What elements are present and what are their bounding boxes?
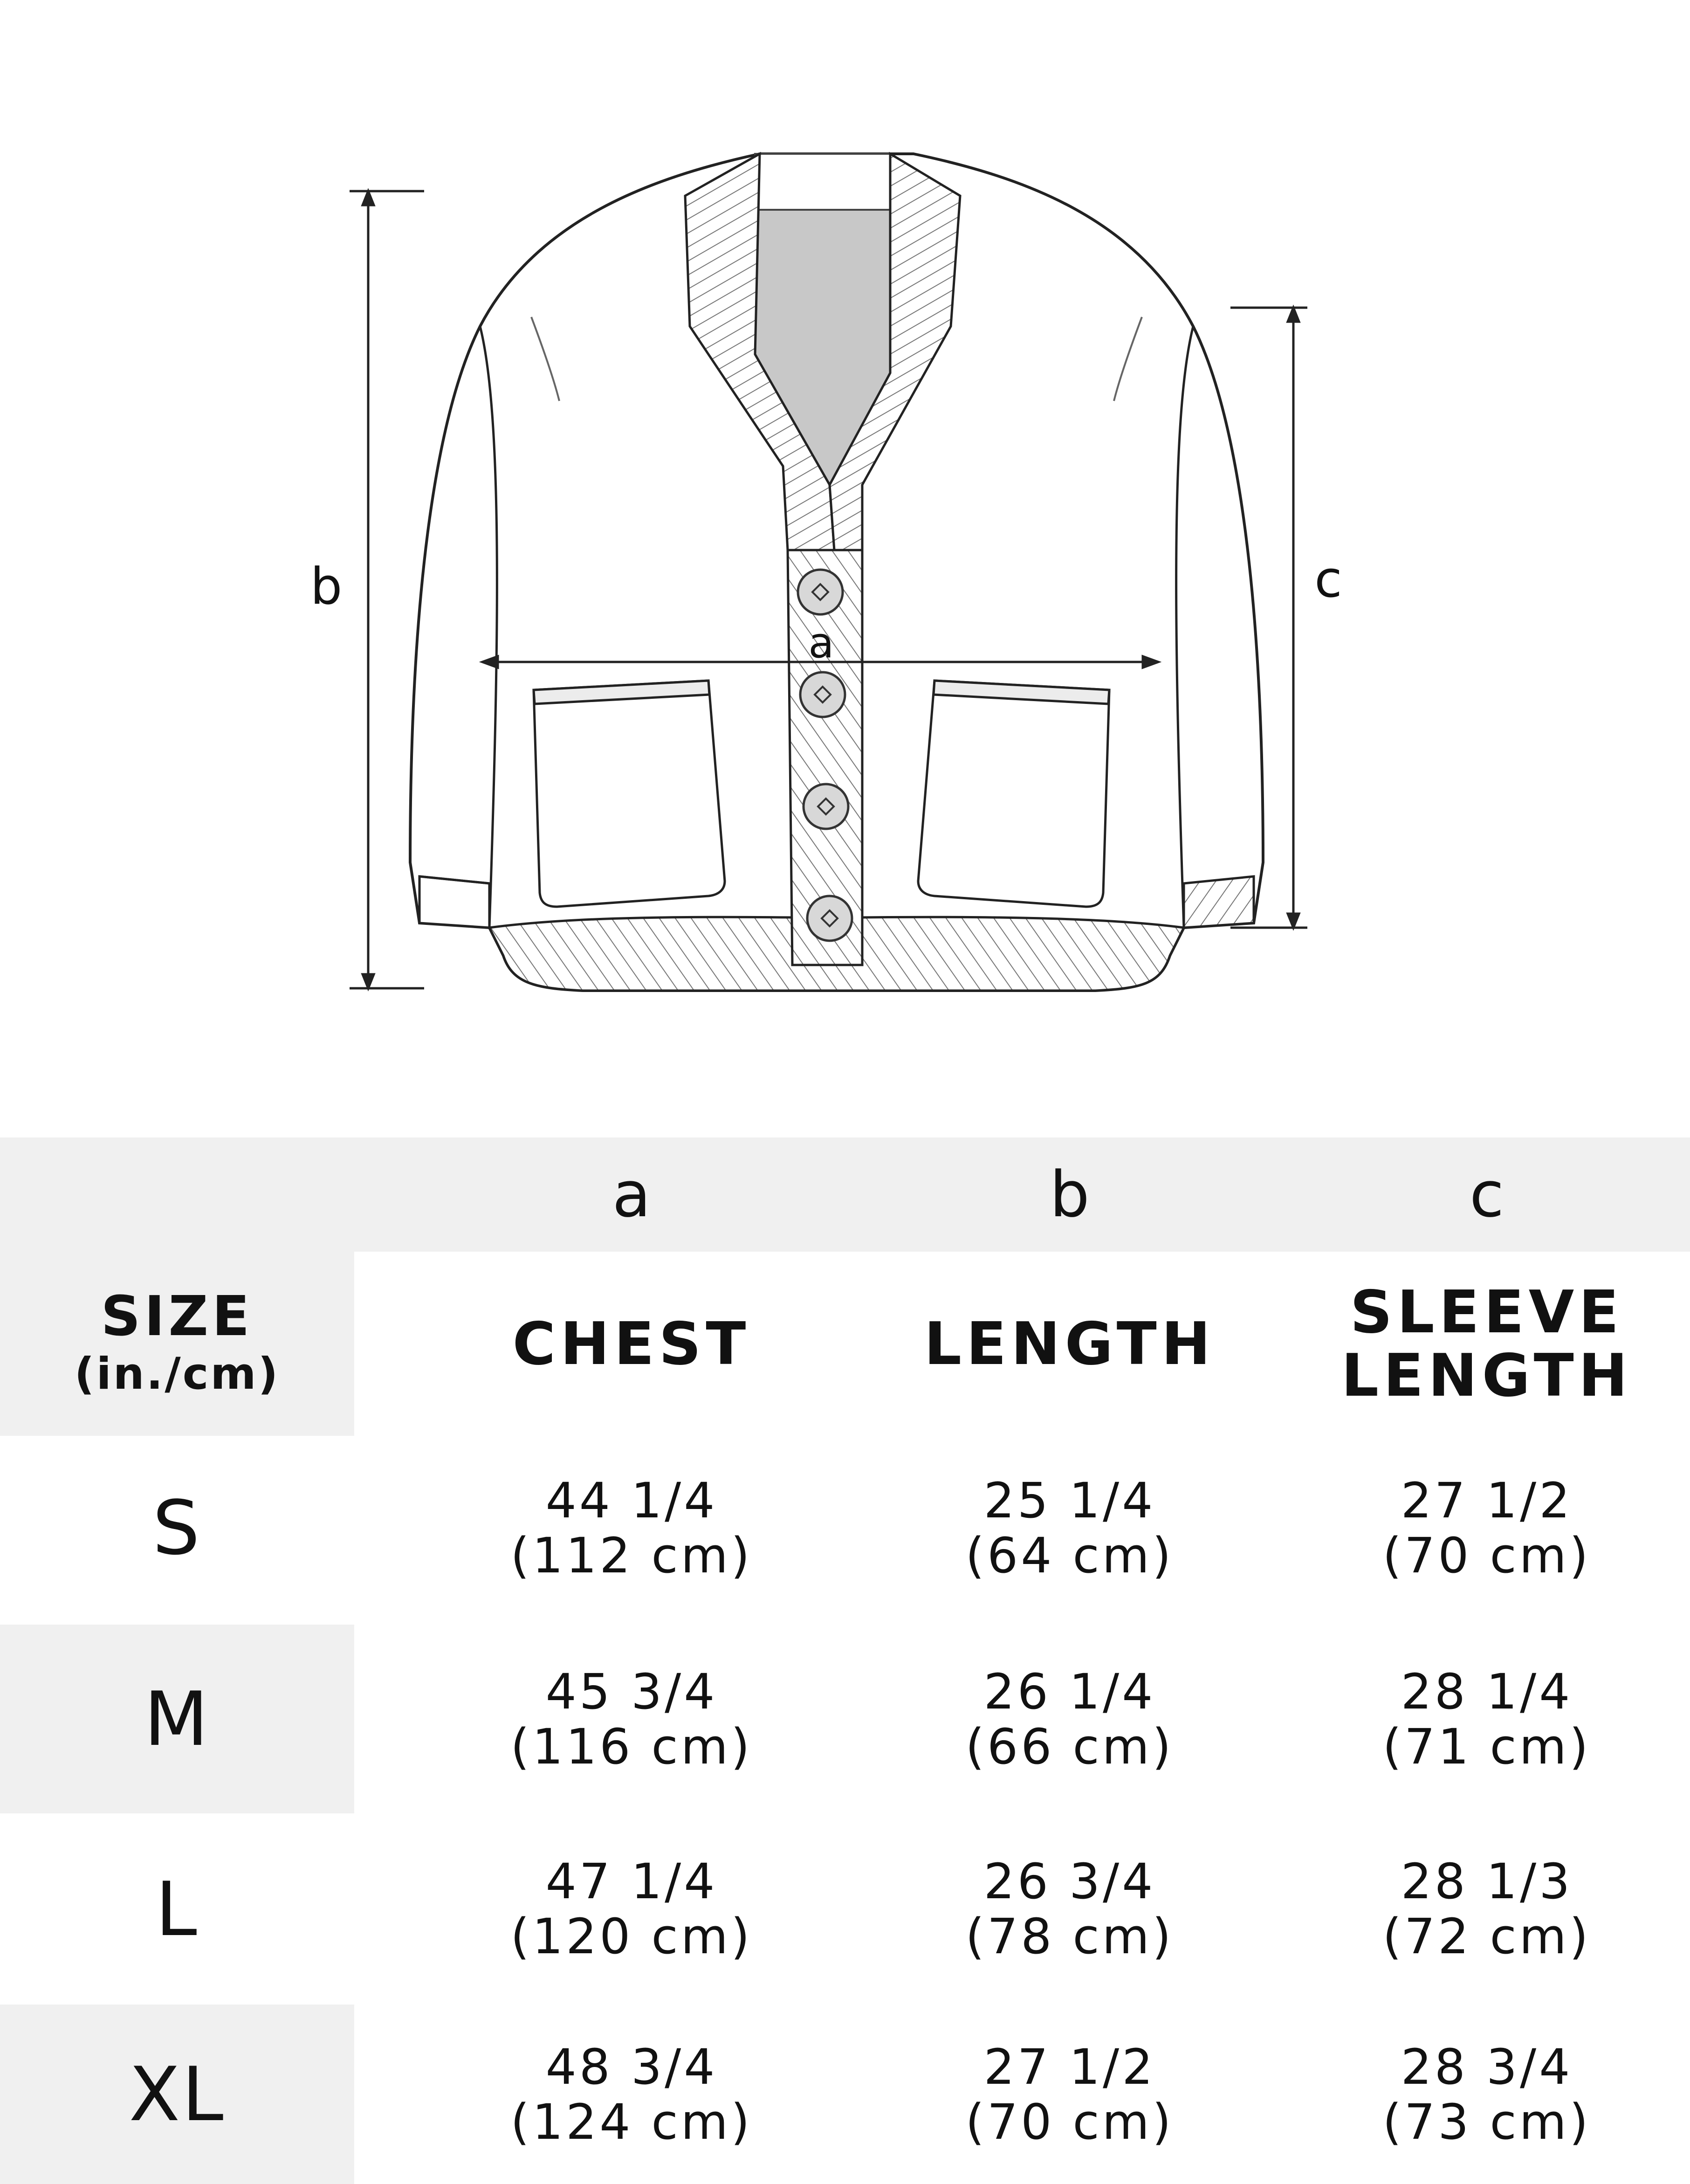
table-cell <box>909 2005 1230 2184</box>
value-inches: 26 3/4 <box>983 1853 1156 1910</box>
size-chart-table <box>0 1137 1690 2184</box>
row-size-xl: XL <box>0 2005 354 2184</box>
row-size-s: S <box>152 1484 202 1571</box>
table-cell <box>909 1813 1230 2005</box>
column-header-sleeve-label-1: SLEEVE <box>1350 1277 1624 1346</box>
value-cm: (66 cm) <box>965 1718 1174 1775</box>
value-cm: (116 cm) <box>510 1718 753 1775</box>
table-cell <box>1314 1813 1659 2005</box>
size-header-unit: (in./cm) <box>74 1348 280 1399</box>
table-cell <box>354 1436 909 1620</box>
value-inches: 28 1/4 <box>1401 1663 1573 1720</box>
column-letter-a: a <box>612 1158 651 1231</box>
value-cm: (78 cm) <box>965 1908 1174 1965</box>
table-cell <box>909 1625 1230 1813</box>
table-cell <box>1314 1436 1659 1620</box>
value-cm: (71 cm) <box>1382 1718 1591 1775</box>
column-header-chest-label: CHEST <box>512 1309 751 1378</box>
column-header-chest <box>354 1252 909 1436</box>
dimension-label-b: b <box>310 558 343 616</box>
table-cell <box>354 2005 909 2184</box>
column-header-length-label: LENGTH <box>924 1309 1216 1378</box>
value-inches: 27 1/2 <box>983 2038 1156 2095</box>
table-cell <box>1314 2005 1659 2184</box>
value-inches: 25 1/4 <box>983 1472 1156 1529</box>
value-cm: (124 cm) <box>510 2093 753 2150</box>
value-cm: (112 cm) <box>510 1527 753 1584</box>
value-inches: 44 1/4 <box>545 1472 718 1529</box>
value-inches: 26 1/4 <box>983 1663 1156 1720</box>
row-size-m: M <box>0 1625 354 1813</box>
table-cell <box>1314 1625 1659 1813</box>
dimension-label-a: a <box>808 619 834 668</box>
column-letter-c: c <box>1469 1158 1505 1231</box>
value-cm: (120 cm) <box>510 1908 753 1965</box>
value-inches: 47 1/4 <box>545 1853 718 1910</box>
table-cell <box>354 1625 909 1813</box>
value-cm: (70 cm) <box>1382 1527 1591 1584</box>
size-header <box>0 1252 354 1436</box>
value-cm: (64 cm) <box>965 1527 1174 1584</box>
left-pocket <box>534 681 725 907</box>
column-header-length <box>909 1252 1230 1436</box>
right-pocket <box>918 681 1109 907</box>
size-header-label: SIZE <box>101 1283 254 1348</box>
table-cell <box>354 1813 909 2005</box>
value-inches: 28 1/3 <box>1401 1853 1573 1910</box>
value-inches: 45 3/4 <box>545 1663 718 1720</box>
value-inches: 28 3/4 <box>1401 2038 1573 2095</box>
value-cm: (72 cm) <box>1382 1908 1591 1965</box>
table-cell <box>909 1436 1230 1620</box>
column-header-sleeve-length <box>1314 1252 1659 1436</box>
value-cm: (70 cm) <box>965 2093 1174 2150</box>
value-inches: 27 1/2 <box>1401 1472 1573 1529</box>
row-size-l: L <box>155 1865 199 1953</box>
value-inches: 48 3/4 <box>545 2038 718 2095</box>
value-cm: (73 cm) <box>1382 2093 1591 2150</box>
column-header-sleeve-label-2: LENGTH <box>1341 1341 1633 1410</box>
dimension-label-c: c <box>1314 551 1342 609</box>
column-letter-b: b <box>1050 1158 1090 1231</box>
